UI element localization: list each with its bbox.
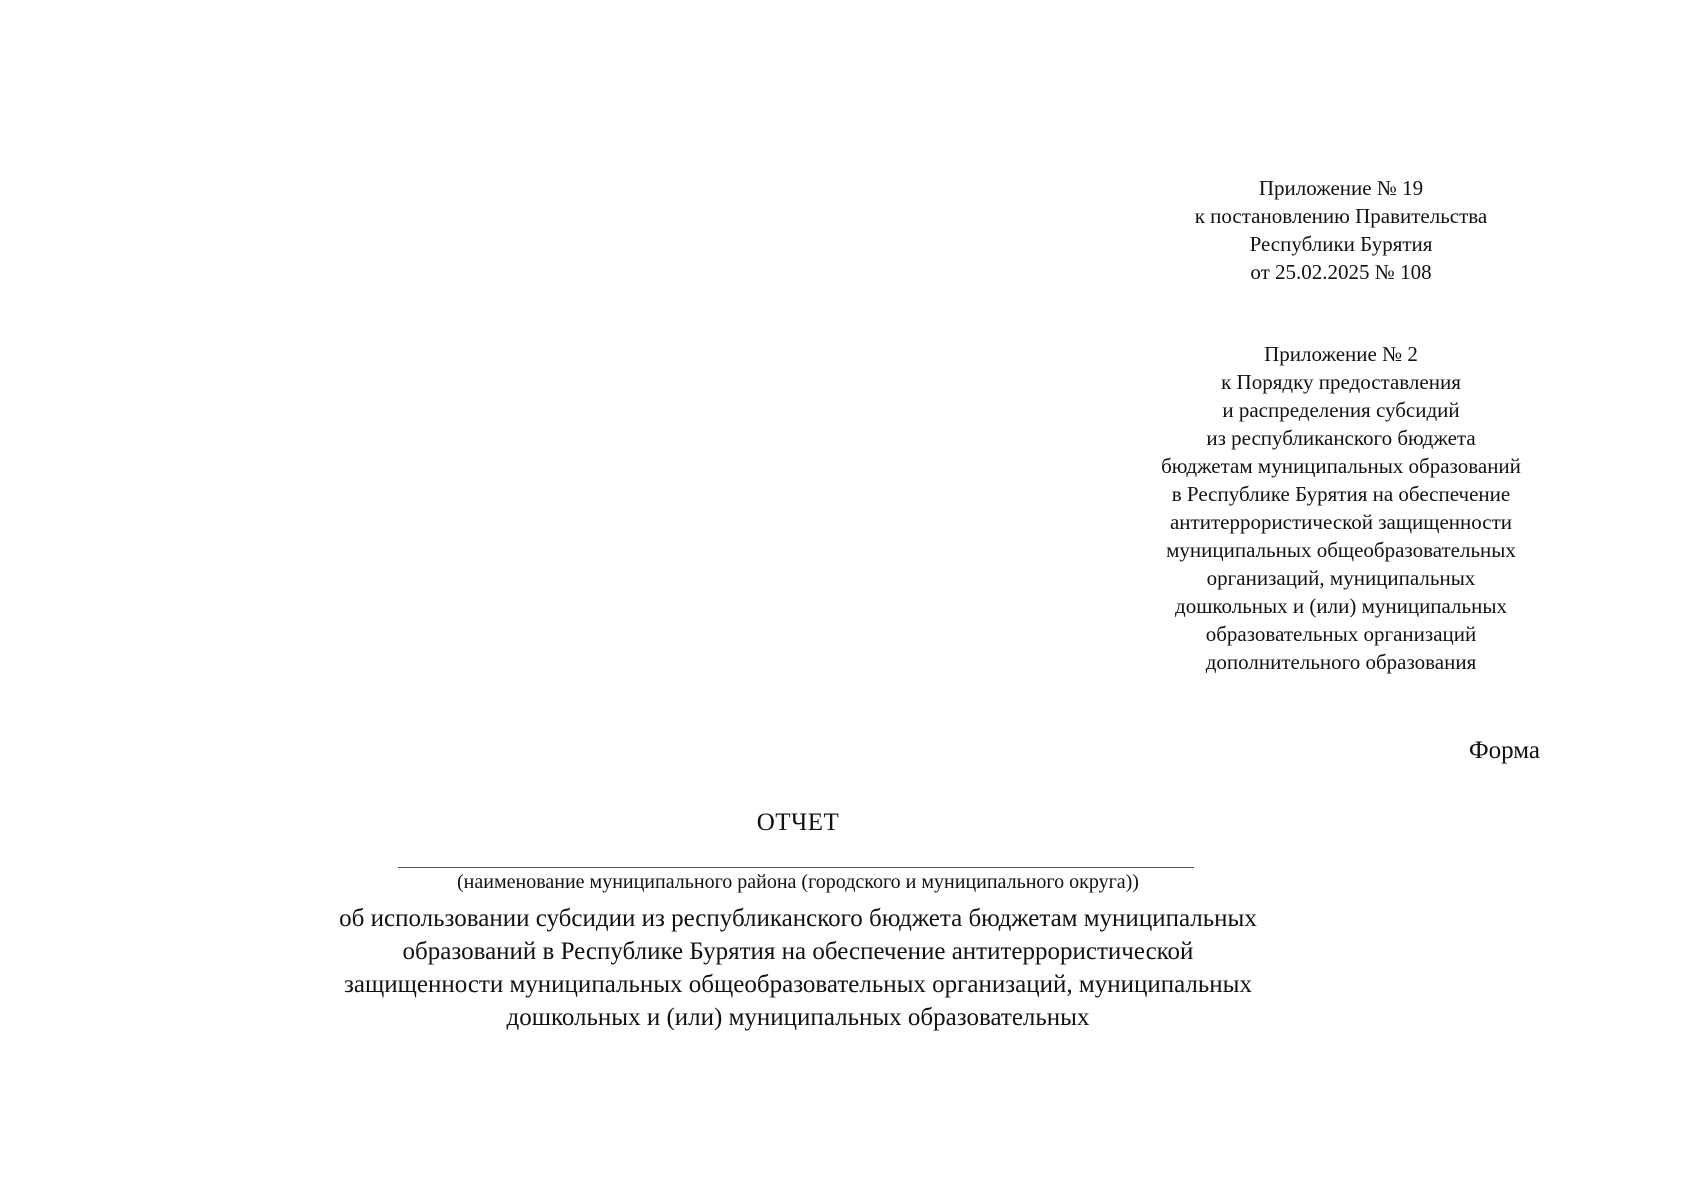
report-subject-line: защищенности муниципальных общеобразовательных организаций, муниципальных: [344, 971, 1252, 998]
appendix-19-line: от 25.02.2025 № 108: [1250, 260, 1432, 284]
appendix-19-line: Республики Бурятия: [1249, 232, 1433, 256]
report-subject-line: образований в Республике Бурятия на обеспечение антитеррористической: [402, 938, 1194, 965]
appendix-2-header: [1086, 340, 1596, 676]
appendix-2-line: и распределения субсидий: [1222, 398, 1460, 422]
appendix-2-line: дополнительного образования: [1205, 650, 1477, 674]
form-label: Форма: [1468, 737, 1540, 764]
appendix-2-line: образовательных организаций: [1205, 622, 1477, 646]
appendix-19-line: к постановлению Правительства: [1194, 204, 1488, 228]
appendix-2-line: к Порядку предоставления: [1221, 370, 1461, 394]
appendix-2-line: антитеррористической защищенности: [1169, 510, 1513, 534]
report-subject-line: об использовании субсидии из республиканского бюджета бюджетам муниципальных: [339, 905, 1257, 932]
appendix-2-line: из республиканского бюджета: [1206, 426, 1476, 450]
appendix-2-line: муниципальных общеобразовательных: [1166, 538, 1516, 562]
appendix-19-header: [1086, 174, 1596, 286]
fill-in-underline: [398, 867, 1194, 868]
appendix-19-line: Приложение № 19: [1258, 176, 1424, 200]
report-title: ОТЧЕТ: [756, 809, 840, 836]
appendix-2-line: дошкольных и (или) муниципальных: [1175, 594, 1507, 618]
report-subject-line: дошкольных и (или) муниципальных образовательных: [506, 1004, 1090, 1031]
appendix-2-line: Приложение № 2: [1264, 342, 1418, 366]
appendix-2-line: в Республике Бурятия на обеспечение: [1171, 482, 1511, 506]
report-subject: [0, 902, 1596, 1034]
fill-in-caption: (наименование муниципального района (городского и муниципального округа)): [457, 871, 1139, 893]
appendix-2-line: бюджетам муниципальных образований: [1161, 454, 1521, 478]
appendix-2-line: организаций, муниципальных: [1206, 566, 1476, 590]
